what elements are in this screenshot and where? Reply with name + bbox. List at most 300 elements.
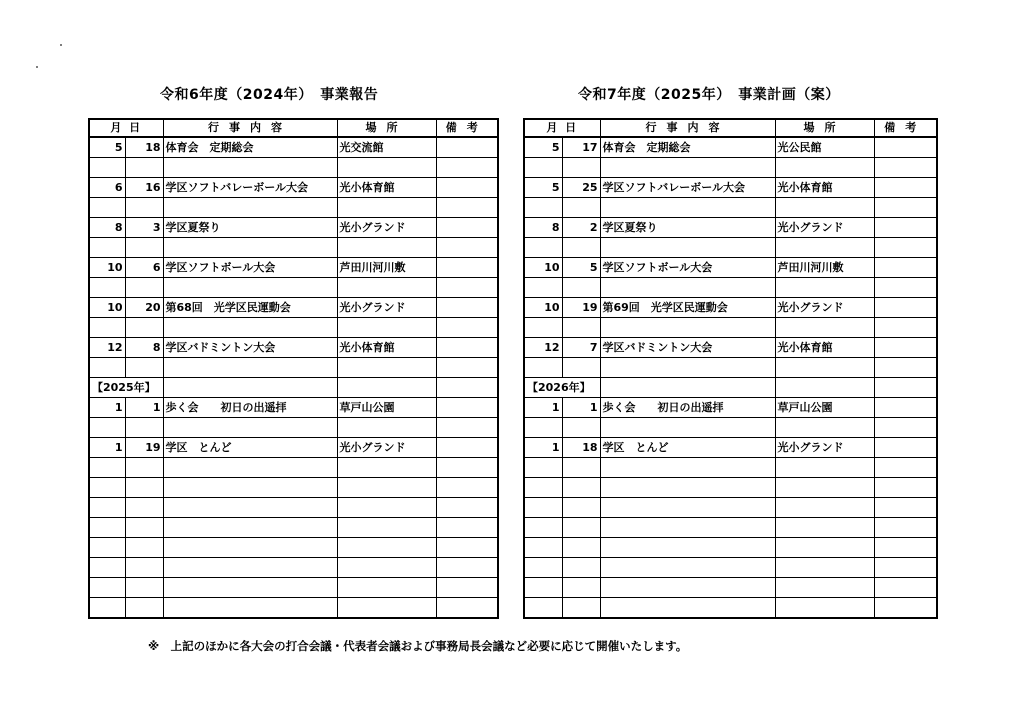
day-cell — [125, 418, 163, 438]
month-cell: 8 — [524, 218, 562, 238]
place-cell: 光小体育館 — [775, 178, 874, 198]
day-cell — [562, 158, 600, 178]
table-row — [524, 518, 937, 538]
day-cell — [125, 598, 163, 619]
place-cell: 光小グランド — [775, 298, 874, 318]
place-cell — [775, 558, 874, 578]
month-cell — [524, 558, 562, 578]
day-cell — [562, 558, 600, 578]
place-cell — [775, 238, 874, 258]
place-cell — [775, 378, 874, 398]
day-cell: 19 — [125, 438, 163, 458]
place-cell — [337, 418, 436, 438]
notes-cell — [874, 278, 937, 298]
notes-cell — [874, 158, 937, 178]
table-row — [89, 478, 498, 498]
notes-cell — [436, 558, 498, 578]
notes-cell — [436, 458, 498, 478]
month-cell — [89, 498, 125, 518]
plan-title: 令和7年度（2025年） 事業計画（案） — [578, 87, 840, 103]
header-event: 行事内容 — [600, 119, 775, 137]
place-cell: 光小体育館 — [775, 338, 874, 358]
day-cell — [125, 318, 163, 338]
place-cell — [337, 158, 436, 178]
report-table-body — [89, 137, 498, 618]
place-cell — [775, 318, 874, 338]
place-cell — [337, 538, 436, 558]
day-cell — [125, 198, 163, 218]
month-cell — [524, 278, 562, 298]
month-cell — [89, 238, 125, 258]
event-cell — [600, 378, 775, 398]
event-cell: 学区 とんど — [163, 438, 337, 458]
header-notes: 備考 — [436, 119, 498, 137]
day-cell — [562, 458, 600, 478]
table-row — [524, 558, 937, 578]
table-row — [89, 518, 498, 538]
event-cell — [600, 278, 775, 298]
day-cell — [125, 498, 163, 518]
month-cell — [89, 578, 125, 598]
notes-cell — [874, 558, 937, 578]
notes-cell — [874, 478, 937, 498]
month-cell: 1 — [524, 398, 562, 418]
table-row — [524, 458, 937, 478]
month-cell — [89, 158, 125, 178]
event-cell — [163, 318, 337, 338]
day-cell: 18 — [125, 137, 163, 158]
day-cell — [562, 518, 600, 538]
day-cell — [125, 358, 163, 378]
notes-cell — [874, 458, 937, 478]
month-cell — [524, 158, 562, 178]
header-month-day: 月 日 — [524, 119, 600, 137]
table-row — [89, 178, 498, 198]
table-row — [524, 238, 937, 258]
place-cell: 芦田川河川敷 — [775, 258, 874, 278]
day-cell: 5 — [562, 258, 600, 278]
notes-cell — [874, 378, 937, 398]
day-cell — [125, 478, 163, 498]
table-row — [89, 278, 498, 298]
event-cell — [163, 458, 337, 478]
table-row — [524, 278, 937, 298]
month-cell: 5 — [524, 178, 562, 198]
table-row — [524, 137, 937, 158]
place-cell: 光小グランド — [337, 438, 436, 458]
table-row — [524, 598, 937, 619]
notes-cell — [436, 238, 498, 258]
month-cell — [524, 578, 562, 598]
table-row — [524, 578, 937, 598]
month-cell — [524, 238, 562, 258]
event-cell — [600, 418, 775, 438]
place-cell — [337, 498, 436, 518]
place-cell — [337, 598, 436, 619]
event-cell — [163, 158, 337, 178]
place-cell — [775, 418, 874, 438]
month-cell — [524, 458, 562, 478]
place-cell: 光公民館 — [775, 137, 874, 158]
month-cell: 10 — [89, 258, 125, 278]
month-cell — [524, 478, 562, 498]
notes-cell — [874, 418, 937, 438]
event-cell — [163, 558, 337, 578]
day-cell — [125, 458, 163, 478]
place-cell — [775, 518, 874, 538]
notes-cell — [436, 578, 498, 598]
notes-cell — [436, 438, 498, 458]
place-cell — [775, 598, 874, 619]
place-cell — [337, 478, 436, 498]
place-cell — [337, 578, 436, 598]
event-cell — [163, 238, 337, 258]
place-cell — [775, 158, 874, 178]
place-cell: 芦田川河川敷 — [337, 258, 436, 278]
place-cell: 光小グランド — [337, 298, 436, 318]
month-cell: 6 — [89, 178, 125, 198]
day-cell — [562, 598, 600, 619]
event-cell: 学区夏祭り — [163, 218, 337, 238]
month-cell — [524, 498, 562, 518]
month-cell — [89, 478, 125, 498]
event-cell — [163, 378, 337, 398]
notes-cell — [436, 478, 498, 498]
month-cell — [524, 518, 562, 538]
place-cell — [337, 358, 436, 378]
event-cell — [600, 458, 775, 478]
place-cell: 光小体育館 — [337, 338, 436, 358]
day-cell — [562, 318, 600, 338]
event-cell: 学区バドミントン大会 — [163, 338, 337, 358]
report-table-header — [89, 119, 498, 137]
plan-table-header — [524, 119, 937, 137]
table-row — [89, 378, 498, 398]
month-cell — [524, 538, 562, 558]
table-row — [89, 238, 498, 258]
event-cell: 学区夏祭り — [600, 218, 775, 238]
month-cell — [89, 538, 125, 558]
month-cell — [89, 458, 125, 478]
day-cell — [562, 238, 600, 258]
place-cell — [775, 498, 874, 518]
place-cell: 光小グランド — [337, 218, 436, 238]
event-cell — [163, 418, 337, 438]
event-cell — [163, 538, 337, 558]
notes-cell — [874, 338, 937, 358]
notes-cell — [874, 137, 937, 158]
place-cell: 草戸山公園 — [775, 398, 874, 418]
day-cell — [562, 418, 600, 438]
table-row — [89, 258, 498, 278]
month-cell: 12 — [89, 338, 125, 358]
event-cell — [600, 318, 775, 338]
table-row — [524, 258, 937, 278]
notes-cell — [436, 198, 498, 218]
month-cell — [524, 198, 562, 218]
day-cell — [125, 538, 163, 558]
place-cell — [775, 538, 874, 558]
table-row — [524, 358, 937, 378]
table-row — [89, 358, 498, 378]
day-cell: 16 — [125, 178, 163, 198]
event-cell: 学区ソフトバレーボール大会 — [163, 178, 337, 198]
notes-cell — [436, 358, 498, 378]
month-cell: 10 — [524, 298, 562, 318]
table-row — [524, 318, 937, 338]
table-row — [89, 578, 498, 598]
table-row — [524, 438, 937, 458]
day-cell: 7 — [562, 338, 600, 358]
event-cell — [600, 198, 775, 218]
day-cell: 18 — [562, 438, 600, 458]
month-cell — [89, 358, 125, 378]
plan-table — [523, 118, 938, 619]
notes-cell — [874, 498, 937, 518]
month-cell: 10 — [524, 258, 562, 278]
place-cell — [775, 358, 874, 378]
table-row — [89, 218, 498, 238]
notes-cell — [874, 178, 937, 198]
table-row — [89, 298, 498, 318]
day-cell — [125, 238, 163, 258]
notes-cell — [874, 518, 937, 538]
table-row — [524, 178, 937, 198]
event-cell — [600, 158, 775, 178]
table-row — [524, 298, 937, 318]
day-cell: 8 — [125, 338, 163, 358]
place-cell — [337, 558, 436, 578]
table-row — [89, 338, 498, 358]
month-cell: 5 — [89, 137, 125, 158]
event-cell: 第69回 光学区民運動会 — [600, 298, 775, 318]
event-cell: 第68回 光学区民運動会 — [163, 298, 337, 318]
notes-cell — [436, 258, 498, 278]
month-cell: 5 — [524, 137, 562, 158]
event-cell — [600, 238, 775, 258]
notes-cell — [436, 178, 498, 198]
notes-cell — [436, 498, 498, 518]
place-cell — [337, 458, 436, 478]
event-cell — [600, 598, 775, 619]
month-cell — [524, 598, 562, 619]
event-cell: 学区ソフトボール大会 — [163, 258, 337, 278]
place-cell — [337, 378, 436, 398]
month-cell: 10 — [89, 298, 125, 318]
event-cell — [163, 518, 337, 538]
day-cell: 2 — [562, 218, 600, 238]
header-place: 場所 — [337, 119, 436, 137]
event-cell — [600, 478, 775, 498]
event-cell — [600, 538, 775, 558]
day-cell — [562, 358, 600, 378]
notes-cell — [436, 378, 498, 398]
event-cell: 学区 とんど — [600, 438, 775, 458]
event-cell — [163, 498, 337, 518]
notes-cell — [436, 137, 498, 158]
table-row — [89, 398, 498, 418]
table-row — [89, 158, 498, 178]
notes-cell — [436, 278, 498, 298]
event-cell: 歩く会 初日の出遥拝 — [163, 398, 337, 418]
notes-cell — [436, 338, 498, 358]
table-row — [89, 418, 498, 438]
table-row — [89, 438, 498, 458]
notes-cell — [874, 538, 937, 558]
day-cell: 6 — [125, 258, 163, 278]
event-cell — [163, 598, 337, 619]
notes-cell — [436, 598, 498, 619]
table-row — [524, 498, 937, 518]
event-cell — [163, 358, 337, 378]
day-cell: 3 — [125, 218, 163, 238]
table-row — [524, 418, 937, 438]
month-cell — [89, 318, 125, 338]
table-row — [524, 338, 937, 358]
table-row — [524, 218, 937, 238]
event-cell: 学区バドミントン大会 — [600, 338, 775, 358]
table-row — [89, 538, 498, 558]
month-cell: 12 — [524, 338, 562, 358]
month-cell: 1 — [89, 438, 125, 458]
notes-cell — [874, 298, 937, 318]
header-event: 行事内容 — [163, 119, 337, 137]
notes-cell — [874, 318, 937, 338]
place-cell — [775, 278, 874, 298]
event-cell — [600, 498, 775, 518]
place-cell — [337, 318, 436, 338]
notes-cell — [874, 438, 937, 458]
day-cell — [125, 158, 163, 178]
day-cell — [562, 278, 600, 298]
year-label: 【2025年】 — [89, 378, 163, 398]
day-cell — [562, 498, 600, 518]
event-cell: 学区ソフトバレーボール大会 — [600, 178, 775, 198]
table-row — [524, 398, 937, 418]
day-cell — [125, 578, 163, 598]
event-cell — [600, 518, 775, 538]
notes-cell — [874, 398, 937, 418]
table-row — [524, 538, 937, 558]
month-cell — [89, 518, 125, 538]
place-cell — [775, 198, 874, 218]
place-cell — [337, 278, 436, 298]
day-cell — [562, 198, 600, 218]
year-label: 【2026年】 — [524, 378, 600, 398]
event-cell — [600, 358, 775, 378]
table-row — [89, 137, 498, 158]
event-cell — [163, 478, 337, 498]
notes-cell — [874, 198, 937, 218]
notes-cell — [436, 158, 498, 178]
event-cell — [600, 558, 775, 578]
month-cell: 1 — [524, 438, 562, 458]
notes-cell — [436, 518, 498, 538]
event-cell: 学区ソフトボール大会 — [600, 258, 775, 278]
month-cell — [89, 598, 125, 619]
place-cell: 光小グランド — [775, 218, 874, 238]
place-cell — [775, 578, 874, 598]
header-notes: 備考 — [874, 119, 937, 137]
notes-cell — [874, 218, 937, 238]
day-cell — [125, 518, 163, 538]
day-cell — [562, 538, 600, 558]
month-cell: 1 — [89, 398, 125, 418]
event-cell: 体育会 定期総会 — [600, 137, 775, 158]
day-cell: 17 — [562, 137, 600, 158]
table-row — [89, 198, 498, 218]
place-cell — [337, 198, 436, 218]
table-row — [89, 318, 498, 338]
notes-cell — [874, 598, 937, 619]
day-cell: 19 — [562, 298, 600, 318]
header-place: 場所 — [775, 119, 874, 137]
month-cell — [524, 318, 562, 338]
month-cell — [89, 278, 125, 298]
month-cell — [89, 418, 125, 438]
scan-speck — [60, 44, 62, 46]
place-cell — [337, 518, 436, 538]
notes-cell — [874, 238, 937, 258]
place-cell — [337, 238, 436, 258]
notes-cell — [436, 398, 498, 418]
table-row — [89, 498, 498, 518]
notes-cell — [436, 418, 498, 438]
report-table — [88, 118, 499, 619]
notes-cell — [436, 538, 498, 558]
notes-cell — [436, 218, 498, 238]
notes-cell — [874, 578, 937, 598]
event-cell — [163, 578, 337, 598]
day-cell: 1 — [125, 398, 163, 418]
place-cell: 草戸山公園 — [337, 398, 436, 418]
place-cell — [775, 478, 874, 498]
day-cell — [125, 558, 163, 578]
table-row — [524, 378, 937, 398]
day-cell: 25 — [562, 178, 600, 198]
day-cell — [562, 478, 600, 498]
event-cell — [163, 198, 337, 218]
table-row — [89, 458, 498, 478]
scan-speck — [36, 66, 38, 68]
place-cell: 光小グランド — [775, 438, 874, 458]
table-row — [524, 158, 937, 178]
table-row — [89, 558, 498, 578]
month-cell — [89, 558, 125, 578]
month-cell — [524, 358, 562, 378]
notes-cell — [874, 358, 937, 378]
event-cell — [600, 578, 775, 598]
place-cell — [775, 458, 874, 478]
table-row — [524, 478, 937, 498]
month-cell: 8 — [89, 218, 125, 238]
day-cell — [562, 578, 600, 598]
event-cell: 歩く会 初日の出遥拝 — [600, 398, 775, 418]
month-cell — [524, 418, 562, 438]
table-row — [89, 598, 498, 619]
notes-cell — [874, 258, 937, 278]
notes-cell — [436, 298, 498, 318]
place-cell: 光交流館 — [337, 137, 436, 158]
plan-table-body — [524, 137, 937, 618]
notes-cell — [436, 318, 498, 338]
header-month-day: 月 日 — [89, 119, 163, 137]
event-cell — [163, 278, 337, 298]
report-title: 令和6年度（2024年） 事業報告 — [160, 87, 379, 103]
month-cell — [89, 198, 125, 218]
event-cell: 体育会 定期総会 — [163, 137, 337, 158]
place-cell: 光小体育館 — [337, 178, 436, 198]
